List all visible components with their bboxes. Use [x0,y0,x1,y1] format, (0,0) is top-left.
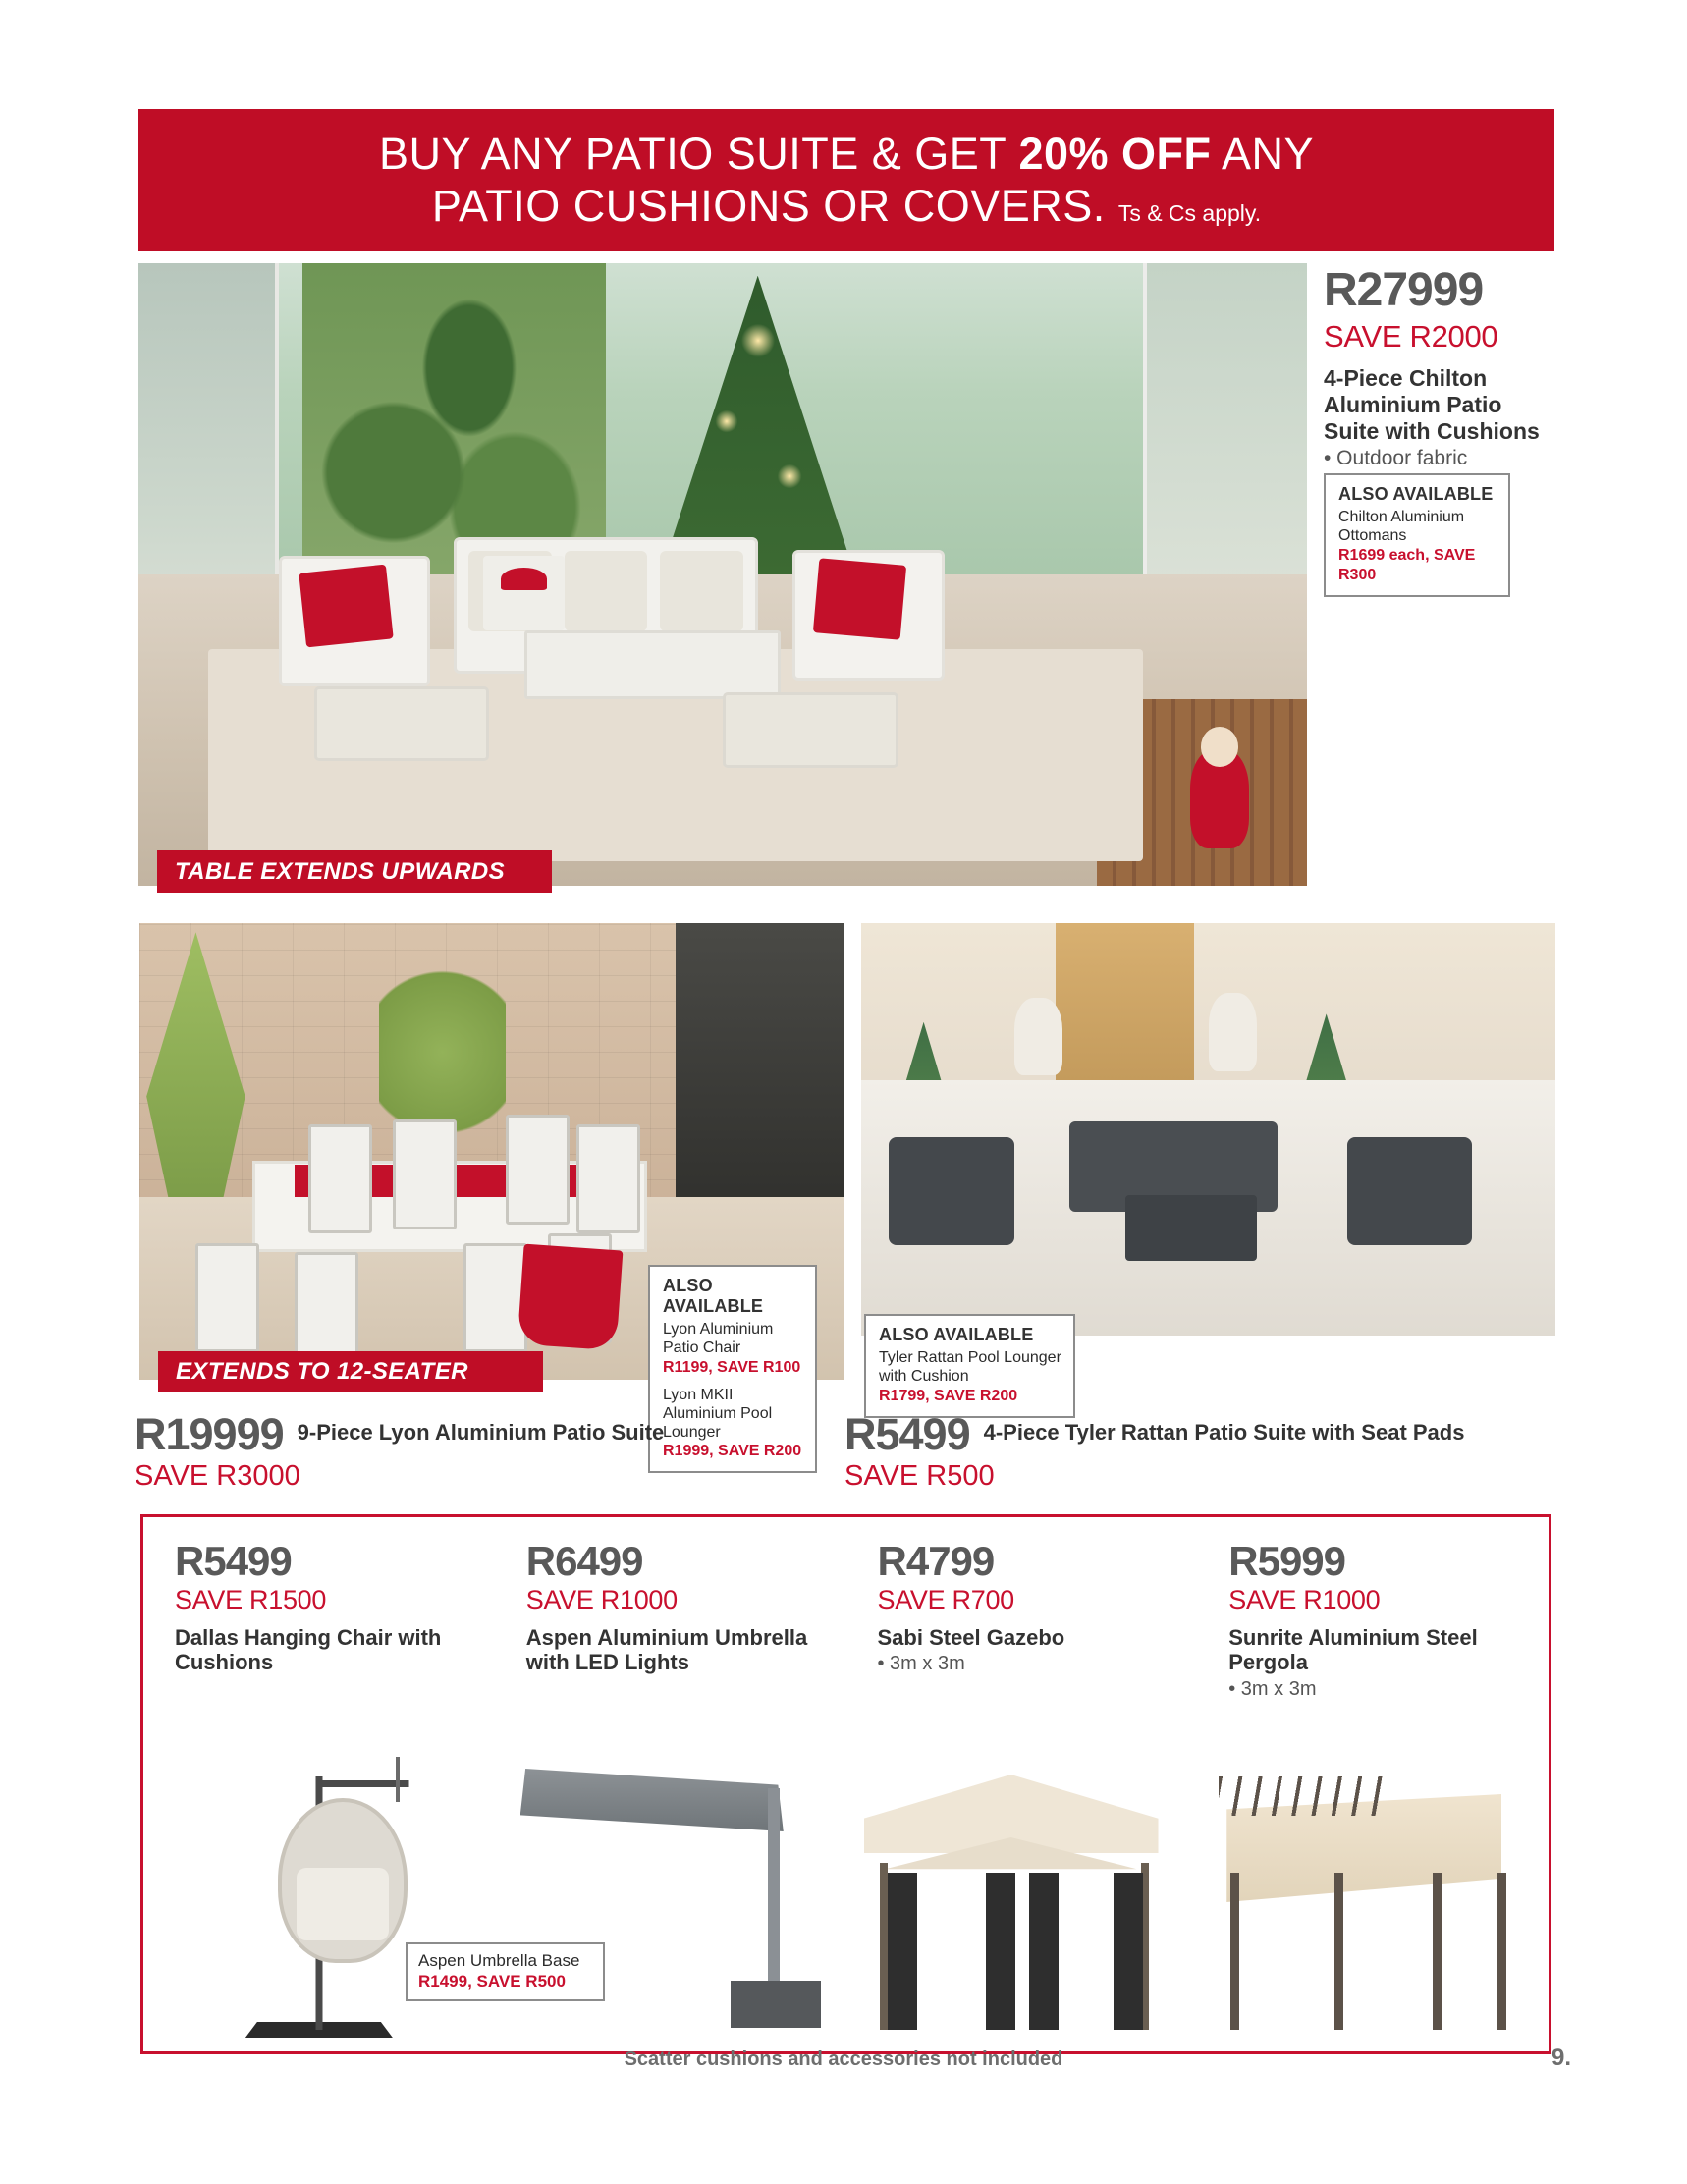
lyon-save: SAVE R3000 [135,1460,300,1492]
house-facade [861,923,1555,1096]
page-number: 9. [1551,2045,1571,2071]
gazebo-curtain [1114,1873,1143,2030]
spacer [663,1378,804,1387]
umbrella-base-block [731,1981,821,2028]
hero-scene [138,263,1307,886]
bottom-products-grid [143,1517,1549,2051]
product-save: SAVE R1500 [175,1585,327,1614]
aspen-umbrella-base-callout [406,1942,605,2001]
product-description: Aspen Aluminium Umbrella with LED Lights [525,1624,808,1675]
badge-table-extends-upwards [157,850,552,893]
hero-product-image [138,263,1307,886]
product-price: R6499 [525,1538,643,1584]
lyon-dining-chair [195,1243,259,1353]
egg-chair-seat [278,1798,408,1963]
also-available-item-price: R1199, SAVE R100 [663,1358,801,1376]
product-save: SAVE R1000 [525,1585,678,1614]
palm-plant [379,937,506,1147]
product-save: SAVE R700 [877,1585,1014,1614]
badge-label: TABLE EXTENDS UPWARDS [175,857,505,885]
also-available-item-name: Tyler Rattan Pool Lounger with Cushion [879,1349,1061,1385]
tyler-description: 4-Piece Tyler Rattan Patio Suite with Seat Pads [983,1420,1465,1445]
lyon-dining-chair [506,1115,570,1225]
also-available-item-price: R1999, SAVE R200 [663,1443,802,1460]
hero-bullet: • Outdoor fabric [1324,447,1468,470]
also-available-title: ALSO AVAILABLE [1338,484,1494,504]
lyon-price-block [135,1409,842,1493]
sofa-cushion [565,551,648,632]
promo-line1-prefix: BUY ANY PATIO SUITE & GET [378,129,1019,180]
also-available-item-name: Lyon MKII Aluminium Pool Lounger [663,1386,773,1441]
product-description: Sabi Steel Gazebo [877,1624,1065,1650]
hero-description: 4-Piece Chilton Aluminium Patio Suite with Cushions [1324,364,1540,444]
tyler-price-block [844,1409,1561,1493]
product-bullet: • 3m x 3m [877,1653,965,1675]
gazebo-post [880,1863,888,2030]
badge-label: EXTENDS TO 12-SEATER [176,1357,468,1385]
product-card-sunrite-pergola [1197,1517,1549,2051]
patio-ottoman-right [723,692,898,767]
sofa-cushion [660,551,743,632]
pergola-post [1497,1873,1506,2030]
tyler-rattan-chair-left [889,1137,1013,1244]
red-scatter-cushion [813,559,907,641]
pergola-post [1334,1873,1343,2030]
extending-coffee-table [524,630,782,699]
lyon-dining-chair [295,1252,358,1362]
also-available-chilton [1324,473,1510,597]
also-available-item-price: R1699 each, SAVE R300 [1338,546,1476,583]
lyon-dining-chair [463,1243,527,1353]
promo-line-1 [379,129,1314,180]
gazebo-curtain [986,1873,1015,2030]
also-available-tyler [864,1314,1075,1418]
planter-vase [1209,993,1257,1071]
pergola-illustration [1197,1749,1549,2044]
also-available-item-name: Lyon Aluminium Patio Chair [663,1321,774,1356]
also-available-title: ALSO AVAILABLE [879,1325,1034,1344]
also-available-item-name: Chilton Aluminium Ottomans [1338,509,1465,544]
footer-disclaimer: Scatter cushions and accessories not included [624,2048,1063,2070]
tyler-rattan-table [1125,1195,1257,1261]
chair-hanging-rope [396,1757,400,1802]
product-price: R5999 [1228,1538,1346,1584]
entrance-doorway [1056,923,1194,1088]
hero-price: R27999 [1324,264,1484,316]
promo-line1-suffix: ANY [1211,129,1315,180]
red-scatter-cushion [299,564,394,647]
hero-price-block [1324,264,1551,472]
promo-terms: Ts & Cs apply. [1117,199,1262,226]
gazebo-illustration [846,1749,1198,2044]
product-description: Dallas Hanging Chair with Cushions [175,1624,442,1675]
lyon-description: 9-Piece Lyon Aluminium Patio Suite [297,1420,665,1445]
pergola-post [1433,1873,1442,2030]
santa-figurine [1190,749,1249,848]
product-card-sabi-gazebo [846,1517,1198,2051]
tyler-save: SAVE R500 [844,1460,995,1492]
product-description: Sunrite Aluminium Steel Pergola [1228,1624,1478,1675]
promo-line-2 [432,181,1261,232]
gazebo-curtain [1029,1873,1059,2030]
lyon-dining-chair [308,1124,372,1234]
planter-vase [1014,998,1062,1076]
tyler-rattan-chair-right [1347,1137,1472,1244]
callout-item-price: R1499, SAVE R500 [418,1972,566,1992]
tyler-price: R5499 [844,1409,970,1459]
product-save: SAVE R1000 [1228,1585,1381,1614]
pergola-post [1230,1873,1239,2030]
lyon-dining-chair [576,1124,640,1234]
tyler-rattan-image [861,923,1555,1336]
price-row [135,1409,842,1459]
also-available-title: ALSO AVAILABLE [663,1276,764,1316]
dark-doorway [676,923,844,1225]
promo-discount: 20% OFF [1018,129,1212,180]
badge-extends-to-12-seater [158,1351,543,1392]
hero-save: SAVE R2000 [1324,319,1498,354]
product-price: R5499 [175,1538,292,1584]
red-throw-blanket [517,1244,622,1351]
product-price: R4799 [877,1538,995,1584]
promo-line2-main: PATIO CUSHIONS OR COVERS. [431,180,1106,231]
santa-cushion [483,556,565,630]
product-bullet: • 3m x 3m [1228,1678,1317,1701]
lyon-dining-chair [393,1119,457,1229]
patio-ottoman-left [314,686,490,761]
gazebo-curtain [888,1873,917,2030]
also-available-item-price: R1799, SAVE R200 [879,1387,1018,1404]
lyon-price: R19999 [135,1409,284,1459]
umbrella-canopy [520,1769,784,1831]
price-row [844,1409,1561,1459]
pergola-rafters [1219,1776,1386,1816]
promo-banner [138,109,1554,251]
bottom-products-panel [140,1514,1551,2054]
callout-item-name: Aspen Umbrella Base [418,1951,580,1970]
